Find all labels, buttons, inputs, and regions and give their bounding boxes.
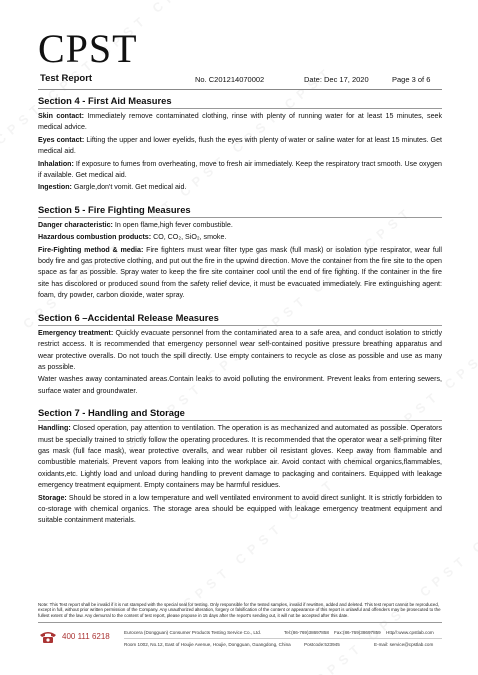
section-title: Section 5 - Fire Fighting Measures (38, 203, 442, 218)
label: Eyes contact: (38, 135, 85, 144)
text: Fire fighters must wear filter type gas mask (full mask) or isolation type respirator, wear full body fire and gas protective clothing, and put out the fire in the upwind direction. Move the container from the fire site to the open space as far as possible. Spray water to keep the fire site container cool until the end of fire fighting. If the container in the fire site has discolored or produced sound from the safety relief device, it must be evacuated immediately. Fire extinguishing agent: foam, dry powder, carbon dioxide, water spray. (38, 245, 442, 300)
label: Hazardous combustion products: (38, 233, 152, 242)
section-handling-storage (38, 406, 442, 527)
paragraph-emergency-treatment (38, 328, 442, 374)
contact-bar (38, 626, 442, 652)
report-footer (38, 602, 442, 652)
section-first-aid (38, 94, 442, 194)
label: Handling: (38, 424, 71, 433)
paragraph-eyes-contact (38, 135, 442, 158)
section-title: Section 7 - Handling and Storage (38, 406, 442, 421)
text: CO, CO₂, SiO₂, smoke. (151, 233, 227, 242)
paragraph-ingestion (38, 182, 442, 193)
footer-divider (38, 622, 442, 623)
text: Lifting the upper and lower eyelids, flush the eyes with plenty of water or saline water for at least 15 minutes. Get medical aid. (38, 135, 442, 156)
company-contact (124, 627, 442, 650)
paragraph-skin-contact (38, 111, 442, 134)
label: Ingestion: (38, 183, 72, 192)
email-link[interactable]: E-mail: service@cpstlab.com (374, 642, 434, 648)
report-date: Date: Dec 17, 2020 (304, 75, 369, 84)
page-number: Page 3 of 6 (392, 75, 431, 84)
header-divider (38, 89, 442, 90)
section-title: Section 6 –Accidental Release Measures (38, 311, 442, 326)
footer-legal-note: Note: This Test report shall be invalid if it is not stamped with the special seal for testing. Only responsible for the tested samples, invalid if rewritten, added and deleted. This test report cannot be reproduced, except in full, without prior written permission of the Company. Any unauthorized alteration, forgery or falsification of the content or appearance of this report is unlawful and offenders may be prosecuted to the fullest extent of the law. Any demurral to the content of test report, please propose in 15 days after the report's sending out, it will not be accepted after this date. (38, 602, 441, 618)
label: Emergency treatment: (38, 328, 114, 337)
label: Inhalation: (38, 159, 74, 168)
label: Danger characteristic: (38, 220, 113, 229)
section-accidental-release (38, 311, 442, 397)
section-fire-fighting (38, 203, 442, 302)
paragraph-danger-characteristic (38, 220, 442, 231)
text: If exposure to fumes from overheating, move to fresh air immediately. Keep the respiratory tract smooth. Use oxygen if available. Get medical aid. (38, 159, 442, 180)
contact-line (124, 627, 442, 639)
section-title: Section 4 - First Aid Measures (38, 94, 442, 109)
label: Storage: (38, 493, 67, 502)
telephone-icon (38, 630, 58, 644)
text: Immediately remove contaminated clothing, rinse with plenty of running water for at least 15 minutes, seek medical advice. (38, 112, 443, 132)
paragraph-inhalation (38, 159, 442, 182)
paragraph-combustion-products (38, 232, 442, 243)
report-body (38, 94, 442, 536)
company-name: Eurocera (Dongguan) Consumer Products Testing Service Co., Ltd. (124, 630, 262, 636)
report-header (38, 25, 442, 89)
label: Fire-Fighting method & media: (38, 245, 144, 254)
text: Quickly evacuate personnel from the contaminated area to a safe area, and conduct isolation to strictly restrict access. It is recommended that emergency personnel wear self-contained positive pressure breathing apparatus and wear protective overalls. Do not touch the spill directly. Use empty containers to recycle as close as possible and use as many as possible. (38, 328, 442, 371)
paragraph-water-washes (38, 374, 442, 397)
text: In open flame,high fever combustible. (112, 220, 233, 229)
report-number: No. C201214070002 (195, 75, 265, 84)
telephone: Tel:(86-769)38697858 (284, 630, 329, 636)
cpst-logo: CPST (38, 26, 138, 71)
fax: Fax:(86-769)38697859 (334, 630, 381, 636)
phone-number: 400 111 6218 (62, 632, 110, 642)
text: Should be stored in a low temperature and well ventilated environment to avoid direct sunlight. It is strictly forbidden to co-storage with chemical organics. The storage area should be equipped with leakage emergency treatment equipment and suitable containment materials. (38, 493, 442, 525)
address: Room 1002, No.12, East of Houjie Avenue, Houjie, Dongguan, Guangdong, China (124, 642, 291, 648)
paragraph-fire-fighting-method (38, 245, 442, 302)
paragraph-handling (38, 423, 442, 491)
report-title: Test Report (40, 73, 93, 84)
paragraph-storage (38, 493, 442, 527)
label: Skin contact: (38, 112, 84, 120)
text: Closed operation, pay attention to ventilation. The operation is as mechanized and automated as possible. Operators must be specially trained to strictly follow the operating procedures. It is recommended that the operator wear a self-priming filter gas mask (full face mask), wear protective overalls, and wear rubber oil resistant gloves. Keep away from flammable and combustible materials. Prevent vapors from leaking into the workplace air. Avoid contact with chemical organics,flammables, oxidants,etc. Lightly load and unload during handling to prevent damage to packaging and containers. Equipped with leakage emergency treatment equipment. Empty containers may be harmful residues. (38, 424, 442, 490)
text: Water washes away contaminated areas.Contain leaks to avoid polluting the environment. Prevent leaks from entering sewers, surface water and groundwater. (38, 375, 442, 395)
address-line (124, 639, 442, 650)
postcode: Postcode:523945 (304, 642, 340, 648)
website-link[interactable]: Http//:www.cpstlab.com (386, 630, 434, 636)
text: Gargle,don't vomit. Get medical aid. (71, 183, 187, 192)
